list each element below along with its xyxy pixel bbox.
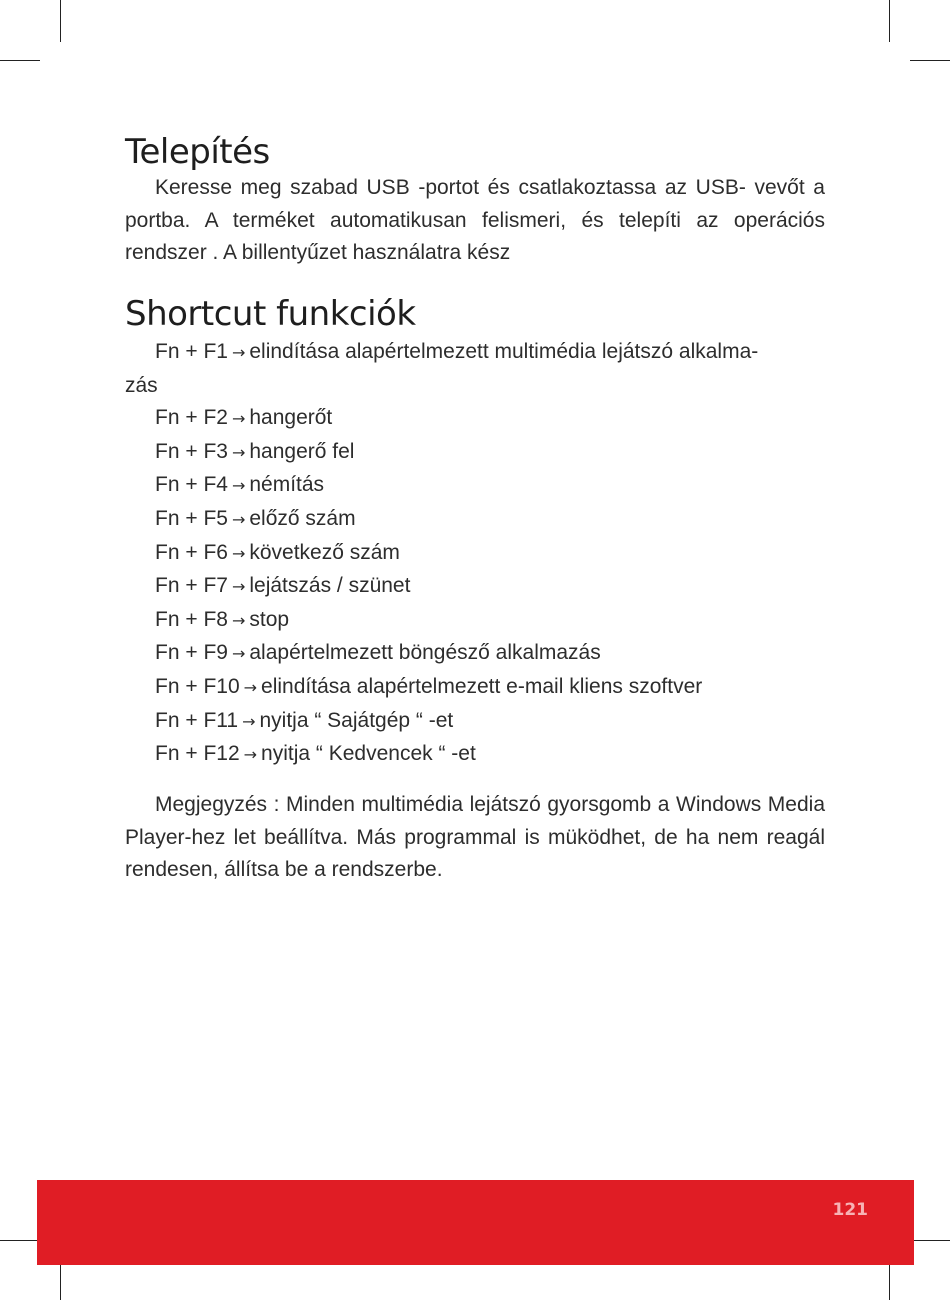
arrow-icon: → [231,476,246,496]
crop-mark [910,60,950,61]
shortcut-key: Fn + F1 [155,340,228,363]
shortcuts-heading: Shortcut funkciók [125,294,416,334]
shortcut-action: lejátszás / szünet [249,574,411,598]
shortcut-key: Fn + F8 [155,607,228,631]
shortcut-action: hangerőt [249,406,333,430]
shortcut-key: Fn + F4 [155,473,228,497]
arrow-icon: → [231,644,246,664]
shortcut-action: nyitja “ Kedvencek “ -et [261,742,476,766]
shortcut-key: Fn + F9 [155,641,228,665]
shortcut-item [155,503,758,537]
shortcut-key: Fn + F6 [155,540,228,564]
install-paragraph: Keresse meg szabad USB -portot és csatlakoztassa az USB- vevőt a portba. A terméket automatikusan felismeri, és telepíti az operációs rendszer . A billentyűzet használatra kész [125,176,825,264]
shortcut-item [155,570,758,604]
shortcut-item [155,604,758,638]
crop-mark [0,1240,40,1241]
arrow-icon: → [243,745,258,765]
shortcut-item [155,671,758,705]
arrow-icon: → [231,577,246,597]
shortcut-key: Fn + F10 [155,674,240,698]
shortcut-key: Fn + F12 [155,742,240,766]
footer-bar [37,1180,914,1265]
arrow-icon: → [231,543,246,563]
shortcut-action: következő szám [249,540,400,564]
shortcut-item [155,336,758,370]
shortcut-item [155,738,758,772]
shortcut-action: nyitja “ Sajátgép “ -et [259,708,454,732]
crop-mark [889,0,890,42]
shortcut-action: alapértelmezett böngésző alkalmazás [249,641,601,665]
shortcut-action-continuation: zás [125,373,158,397]
shortcut-item [155,469,758,503]
shortcut-action: hangerő fel [249,439,355,463]
shortcut-item [155,436,758,470]
crop-mark [910,1240,950,1241]
shortcut-key: Fn + F2 [155,406,228,430]
shortcut-item [155,402,758,436]
shortcut-item [155,705,758,739]
shortcut-action: stop [249,607,290,631]
shortcut-action: elindítása alapértelmezett e-mail kliens szoftver [261,674,703,698]
arrow-icon: → [231,343,246,362]
shortcut-action: előző szám [249,506,356,530]
shortcut-item [155,537,758,571]
shortcut-key: Fn + F7 [155,574,228,598]
arrow-icon: → [243,677,258,697]
shortcut-list [125,336,759,772]
page-number: 121 [832,1200,868,1220]
crop-mark [60,0,61,42]
shortcut-item [155,637,758,671]
install-heading: Telepítés [125,132,270,172]
arrow-icon: → [231,409,246,429]
arrow-icon: → [231,509,246,529]
arrow-icon: → [231,610,246,630]
shortcut-key: Fn + F3 [155,439,228,463]
crop-mark [0,60,40,61]
shortcut-key: Fn + F5 [155,506,228,530]
arrow-icon: → [231,442,246,462]
shortcut-action: némítás [249,473,325,497]
shortcut-key: Fn + F11 [155,708,239,732]
arrow-icon: → [242,711,256,731]
note-paragraph: Megjegyzés : Minden multimédia lejátszó gyorsgomb a Windows Media Player-hez let beállítva. Más programmal is müködhet, de ha nem reagál rendesen, állítsa be a rendszerbe. [125,793,825,881]
shortcut-action: elindítása alapértelmezett multimédia lejátszó alkalma- [249,340,759,363]
